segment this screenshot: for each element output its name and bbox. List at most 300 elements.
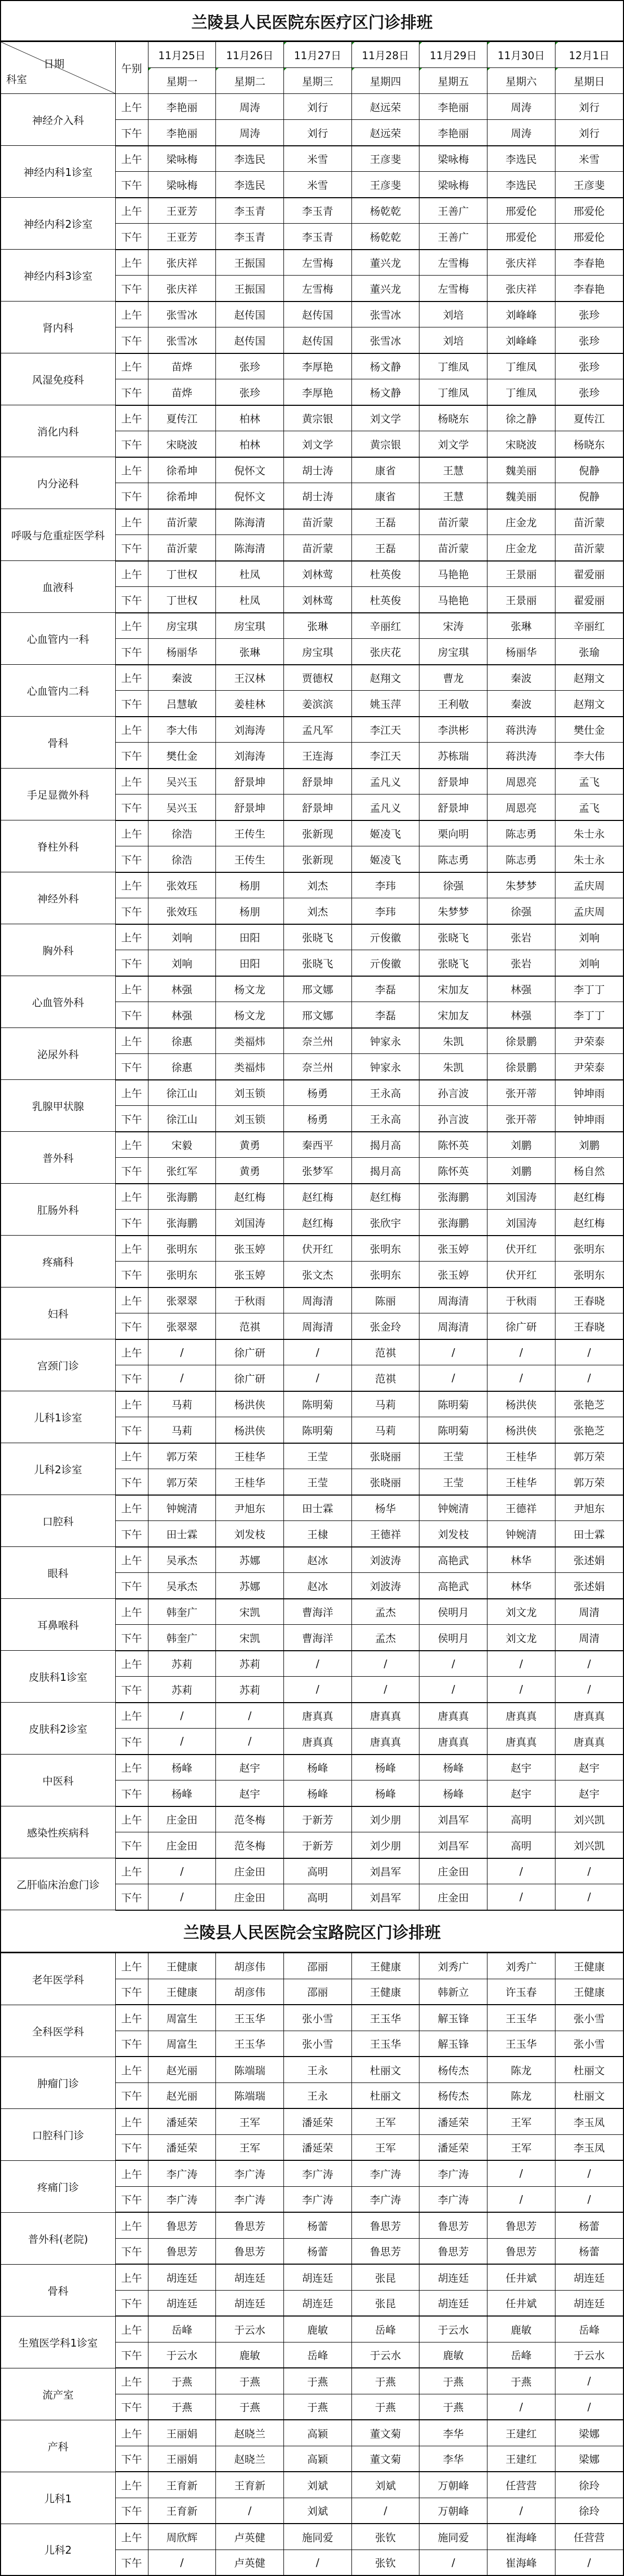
doctor-cell: 王传生 xyxy=(216,820,284,846)
doctor-cell: 夏传江 xyxy=(148,405,216,431)
doctor-cell: / xyxy=(148,1858,216,1884)
doctor-cell: 王军 xyxy=(351,2108,419,2134)
department-name: 儿科1 xyxy=(1,2472,115,2524)
department-name: 风湿免疫科 xyxy=(1,353,115,405)
doctor-cell: 王德祥 xyxy=(487,1495,555,1521)
doctor-cell: 王建红 xyxy=(487,2420,555,2446)
doctor-cell: 舒景坤 xyxy=(216,769,284,794)
doctor-cell: 张梦军 xyxy=(283,1158,351,1184)
doctor-cell: 郭万荣 xyxy=(148,1443,216,1469)
doctor-cell: 范祺 xyxy=(351,1339,419,1365)
doctor-cell: 陈志勇 xyxy=(487,846,555,872)
doctor-cell: 刘文学 xyxy=(351,405,419,431)
doctor-cell: 孟凡义 xyxy=(351,794,419,820)
doctor-cell: 徐江山 xyxy=(148,1080,216,1106)
doctor-cell: 李玉青 xyxy=(283,198,351,224)
doctor-cell: 杨传杰 xyxy=(419,2082,487,2108)
doctor-cell: 李艳丽 xyxy=(148,120,216,146)
period-label: 下午 xyxy=(115,1780,148,1806)
doctor-cell: 宋毅 xyxy=(148,1132,216,1158)
doctor-cell: 张新现 xyxy=(283,820,351,846)
table-row xyxy=(1,146,623,172)
doctor-cell: 王丽娟 xyxy=(148,2446,216,2472)
period-label: 上午 xyxy=(115,457,148,483)
doctor-cell: 张艳芝 xyxy=(555,1417,623,1443)
doctor-cell: 陈明菊 xyxy=(283,1417,351,1443)
weekday-header xyxy=(216,68,284,94)
period-label: 下午 xyxy=(115,1625,148,1651)
doctor-cell: 樊仕金 xyxy=(148,743,216,769)
doctor-cell: / xyxy=(148,1339,216,1365)
doctor-cell: 曹海洋 xyxy=(283,1625,351,1651)
weekday-header xyxy=(148,68,216,94)
period-label: 上午 xyxy=(115,1287,148,1313)
doctor-cell: 解玉锋 xyxy=(419,2031,487,2057)
doctor-cell: / xyxy=(419,1339,487,1365)
doctor-cell: 魏美丽 xyxy=(487,483,555,509)
doctor-cell: 任营营 xyxy=(555,2524,623,2550)
doctor-cell: 张庆祥 xyxy=(148,276,216,302)
doctor-cell: 王健康 xyxy=(148,1979,216,2005)
doctor-cell: 王育新 xyxy=(216,2472,284,2498)
doctor-cell: 王亚芳 xyxy=(148,224,216,250)
doctor-cell: 刘斌 xyxy=(283,2472,351,2498)
doctor-cell: 李广涛 xyxy=(216,2186,284,2212)
doctor-cell: 王永 xyxy=(283,2057,351,2082)
period-label: 上午 xyxy=(115,1080,148,1106)
doctor-cell: 孟凡义 xyxy=(351,769,419,794)
doctor-cell: 陈海清 xyxy=(216,509,284,535)
doctor-cell: 张雪冰 xyxy=(148,302,216,327)
doctor-cell: 赵翔文 xyxy=(555,665,623,691)
period-label: 下午 xyxy=(115,1979,148,2005)
doctor-cell: 周富生 xyxy=(148,2005,216,2031)
period-label: 下午 xyxy=(115,327,148,353)
table-row xyxy=(1,1391,623,1417)
doctor-cell: 杨蕾 xyxy=(283,2212,351,2238)
doctor-cell: 张述娟 xyxy=(555,1573,623,1599)
doctor-cell: 房宝琪 xyxy=(419,639,487,665)
department-name: 心血管内一科 xyxy=(1,613,115,665)
date-label: 11月25日 xyxy=(158,49,206,62)
period-label: 下午 xyxy=(115,379,148,405)
doctor-cell: 王军 xyxy=(487,2108,555,2134)
doctor-cell: 刘少朋 xyxy=(351,1832,419,1858)
doctor-cell: 康省 xyxy=(351,457,419,483)
doctor-cell: 周涛 xyxy=(487,120,555,146)
doctor-cell: 吴承杰 xyxy=(148,1573,216,1599)
cell-marker-icon xyxy=(487,42,490,45)
doctor-cell: 李丁丁 xyxy=(555,1002,623,1028)
weekday-label: 星期四 xyxy=(370,75,401,88)
table-row xyxy=(1,1339,623,1365)
doctor-cell: 王军 xyxy=(487,2134,555,2160)
doctor-cell: 鹿敏 xyxy=(216,2342,284,2368)
doctor-cell: 苗沂蒙 xyxy=(419,509,487,535)
table-row xyxy=(1,769,623,794)
doctor-cell: 董文菊 xyxy=(351,2446,419,2472)
period-label: 下午 xyxy=(115,1002,148,1028)
doctor-cell: 赵红梅 xyxy=(216,1184,284,1210)
doctor-cell: 刘行 xyxy=(555,120,623,146)
period-label: 上午 xyxy=(115,976,148,1002)
doctor-cell: 陈志勇 xyxy=(487,820,555,846)
doctor-cell: 杨乾乾 xyxy=(351,224,419,250)
doctor-cell: 宋凯 xyxy=(216,1599,284,1625)
doctor-cell: 刘响 xyxy=(148,950,216,976)
doctor-cell: 赵翔文 xyxy=(351,665,419,691)
doctor-cell: 张述娟 xyxy=(555,1547,623,1573)
section2-table xyxy=(1,1953,623,2576)
doctor-cell: 舒景坤 xyxy=(283,794,351,820)
department-name: 耳鼻喉科 xyxy=(1,1599,115,1651)
doctor-cell: 杨峰 xyxy=(283,1780,351,1806)
period-label: 上午 xyxy=(115,2472,148,2498)
doctor-cell: 高明 xyxy=(487,1832,555,1858)
doctor-cell: 杨蕾 xyxy=(555,2238,623,2264)
period-label: 下午 xyxy=(115,483,148,509)
period-label: 上午 xyxy=(115,769,148,794)
doctor-cell: 任井斌 xyxy=(487,2290,555,2316)
doctor-cell: 胡连廷 xyxy=(419,2290,487,2316)
doctor-cell: 徐强 xyxy=(487,898,555,924)
doctor-cell: 辛丽红 xyxy=(351,613,419,639)
doctor-cell: / xyxy=(148,1729,216,1755)
doctor-cell: / xyxy=(555,2368,623,2394)
doctor-cell: 王育新 xyxy=(148,2498,216,2524)
doctor-cell: 姬凌飞 xyxy=(351,846,419,872)
doctor-cell: 张珍 xyxy=(555,327,623,353)
doctor-cell: 李玉青 xyxy=(216,224,284,250)
doctor-cell: 朱凯 xyxy=(419,1028,487,1054)
doctor-cell: 宋晓波 xyxy=(487,431,555,457)
doctor-cell: 钟婉清 xyxy=(419,1495,487,1521)
doctor-cell: 万朝峰 xyxy=(419,2498,487,2524)
department-name: 生殖医学科1诊室 xyxy=(1,2316,115,2368)
doctor-cell: 徐广研 xyxy=(487,1313,555,1339)
doctor-cell: 伏开红 xyxy=(487,1262,555,1287)
doctor-cell: 刘林莺 xyxy=(283,561,351,587)
doctor-cell: 范祺 xyxy=(216,1313,284,1339)
doctor-cell: 鲁思芳 xyxy=(487,2212,555,2238)
table-row xyxy=(1,2108,623,2134)
doctor-cell: 王振国 xyxy=(216,276,284,302)
doctor-cell: 林华 xyxy=(487,1547,555,1573)
period-label: 上午 xyxy=(115,2005,148,2031)
doctor-cell: 杨蕾 xyxy=(555,2212,623,2238)
doctor-cell: 黄宗银 xyxy=(283,405,351,431)
doctor-cell: 韩奎广 xyxy=(148,1625,216,1651)
doctor-cell: 邵丽 xyxy=(283,1979,351,2005)
period-label: 上午 xyxy=(115,1236,148,1262)
doctor-cell: 杨晓东 xyxy=(419,405,487,431)
doctor-cell: 杨晓东 xyxy=(555,431,623,457)
period-label: 下午 xyxy=(115,120,148,146)
doctor-cell: 蒋洪涛 xyxy=(487,717,555,743)
doctor-cell: 栗向明 xyxy=(419,820,487,846)
department-name: 流产室 xyxy=(1,2368,115,2420)
doctor-cell: 舒景坤 xyxy=(283,769,351,794)
doctor-cell: 施同爱 xyxy=(283,2524,351,2550)
doctor-cell: 舒景坤 xyxy=(419,769,487,794)
doctor-cell: / xyxy=(555,1339,623,1365)
doctor-cell: 李广涛 xyxy=(148,2160,216,2186)
weekday-label: 星期二 xyxy=(234,75,265,88)
department-name: 儿科2诊室 xyxy=(1,1443,115,1495)
doctor-cell: 李玉青 xyxy=(216,198,284,224)
doctor-cell: 杨传杰 xyxy=(419,2057,487,2082)
doctor-cell: 刘昌军 xyxy=(351,1858,419,1884)
doctor-cell: 舒景坤 xyxy=(216,794,284,820)
doctor-cell: 孟飞 xyxy=(555,769,623,794)
doctor-cell: 赵翔文 xyxy=(555,691,623,717)
doctor-cell: 周欣辉 xyxy=(148,2524,216,2550)
doctor-cell: 邢爱伦 xyxy=(555,224,623,250)
date-header xyxy=(216,42,284,68)
doctor-cell: 刘波涛 xyxy=(351,1573,419,1599)
period-label: 上午 xyxy=(115,924,148,950)
doctor-cell: 孟庆周 xyxy=(555,898,623,924)
period-label: 上午 xyxy=(115,1132,148,1158)
doctor-cell: 王健康 xyxy=(555,1979,623,2005)
department-name: 儿科1诊室 xyxy=(1,1391,115,1443)
doctor-cell: / xyxy=(487,2394,555,2420)
table-row xyxy=(1,2160,623,2186)
period-label: 上午 xyxy=(115,2108,148,2134)
doctor-cell: 王莹 xyxy=(419,1443,487,1469)
doctor-cell: 张小雪 xyxy=(555,2005,623,2031)
doctor-cell: 舒景坤 xyxy=(419,794,487,820)
table-row xyxy=(1,509,623,535)
doctor-cell: 胡连廷 xyxy=(555,2290,623,2316)
doctor-cell: 田阳 xyxy=(216,924,284,950)
doctor-cell: 周涛 xyxy=(216,120,284,146)
cell-marker-icon xyxy=(284,42,287,45)
department-name: 心血管外科 xyxy=(1,976,115,1028)
doctor-cell: 赵宇 xyxy=(555,1755,623,1780)
weekday-header xyxy=(555,68,623,94)
doctor-cell: 潘延荣 xyxy=(148,2134,216,2160)
doctor-cell: 潘延荣 xyxy=(148,2108,216,2134)
table-row xyxy=(1,820,623,846)
doctor-cell: 刘文龙 xyxy=(487,1625,555,1651)
doctor-cell: 田士霖 xyxy=(148,1521,216,1547)
doctor-cell: 张珍 xyxy=(555,379,623,405)
doctor-cell: / xyxy=(351,1677,419,1703)
table-row xyxy=(1,1651,623,1677)
doctor-cell: 王健康 xyxy=(148,1953,216,1979)
weekday-label: 星期三 xyxy=(302,75,333,88)
doctor-cell: 王桂华 xyxy=(487,1469,555,1495)
doctor-cell: / xyxy=(283,1677,351,1703)
doctor-cell: 刘发枝 xyxy=(216,1521,284,1547)
doctor-cell: 高明 xyxy=(487,1806,555,1832)
doctor-cell: 倪怀文 xyxy=(216,457,284,483)
doctor-cell: 类福炜 xyxy=(216,1028,284,1054)
period-label: 下午 xyxy=(115,639,148,665)
doctor-cell: 丁世权 xyxy=(148,587,216,613)
doctor-cell: 丁维凤 xyxy=(419,379,487,405)
period-label: 下午 xyxy=(115,2186,148,2212)
cell-marker-icon xyxy=(216,68,219,71)
doctor-cell: 周清 xyxy=(555,1599,623,1625)
doctor-cell: 梁娜 xyxy=(555,2446,623,2472)
doctor-cell: 李大伟 xyxy=(148,717,216,743)
date-label: 11月26日 xyxy=(226,49,274,62)
department-name: 神经外科 xyxy=(1,872,115,924)
doctor-cell: 韩新立 xyxy=(419,1979,487,2005)
doctor-cell: 奈兰州 xyxy=(283,1028,351,1054)
department-name: 宫颈门诊 xyxy=(1,1339,115,1391)
period-label: 上午 xyxy=(115,1651,148,1677)
doctor-cell: 李洪彬 xyxy=(419,717,487,743)
doctor-cell: 刘海涛 xyxy=(216,717,284,743)
doctor-cell: 王利敬 xyxy=(419,691,487,717)
doctor-cell: 赵红梅 xyxy=(283,1210,351,1236)
period-label: 上午 xyxy=(115,2316,148,2342)
doctor-cell: 庄金龙 xyxy=(487,509,555,535)
period-label: 上午 xyxy=(115,613,148,639)
department-name: 口腔科门诊 xyxy=(1,2108,115,2160)
table-row xyxy=(1,665,623,691)
period-label: 下午 xyxy=(115,743,148,769)
doctor-cell: 于燕 xyxy=(283,2394,351,2420)
doctor-cell: 赵红梅 xyxy=(351,1184,419,1210)
doctor-cell: 张雪冰 xyxy=(351,302,419,327)
doctor-cell: 唐真真 xyxy=(351,1703,419,1729)
table-row xyxy=(1,353,623,379)
doctor-cell: 赵光丽 xyxy=(148,2057,216,2082)
doctor-cell: 李艳丽 xyxy=(148,94,216,120)
doctor-cell: 刘国涛 xyxy=(487,1184,555,1210)
doctor-cell: 李选民 xyxy=(216,146,284,172)
doctor-cell: 房宝琪 xyxy=(283,639,351,665)
doctor-cell: 范冬梅 xyxy=(216,1806,284,1832)
doctor-cell: 亓俊徽 xyxy=(351,950,419,976)
doctor-cell: 马莉 xyxy=(148,1391,216,1417)
doctor-cell: 鲁思芳 xyxy=(419,2238,487,2264)
doctor-cell: 张明东 xyxy=(351,1262,419,1287)
doctor-cell: 田士霖 xyxy=(283,1495,351,1521)
corner-date-label: 日期 xyxy=(44,56,64,71)
doctor-cell: / xyxy=(351,1651,419,1677)
doctor-cell: 刘国涛 xyxy=(216,1210,284,1236)
date-label: 11月27日 xyxy=(294,49,341,62)
doctor-cell: 张海鹏 xyxy=(419,1184,487,1210)
doctor-cell: 范冬梅 xyxy=(216,1832,284,1858)
cell-marker-icon xyxy=(487,68,490,71)
doctor-cell: 李选民 xyxy=(216,172,284,198)
period-label: 上午 xyxy=(115,94,148,120)
period-label: 上午 xyxy=(115,1339,148,1365)
cell-marker-icon xyxy=(352,68,355,71)
doctor-cell: 杨朋 xyxy=(216,872,284,898)
doctor-cell: 杨乾乾 xyxy=(351,198,419,224)
doctor-cell: 伏开红 xyxy=(487,1236,555,1262)
cell-marker-icon xyxy=(148,68,151,71)
doctor-cell: 赵传国 xyxy=(216,327,284,353)
doctor-cell: 钟坤雨 xyxy=(555,1106,623,1132)
doctor-cell: 秦波 xyxy=(487,691,555,717)
doctor-cell: 尹旭东 xyxy=(216,1495,284,1521)
doctor-cell: 唐真真 xyxy=(419,1729,487,1755)
department-name: 手足显微外科 xyxy=(1,769,115,820)
doctor-cell: 张雪冰 xyxy=(351,327,419,353)
doctor-cell: 李玉青 xyxy=(283,224,351,250)
doctor-cell: 周清 xyxy=(555,1625,623,1651)
doctor-cell: 杨峰 xyxy=(148,1780,216,1806)
doctor-cell: 王永 xyxy=(283,2082,351,2108)
period-label: 上午 xyxy=(115,2160,148,2186)
doctor-cell: 姜滨滨 xyxy=(283,691,351,717)
doctor-cell: 张明东 xyxy=(351,1236,419,1262)
doctor-cell: 刘杰 xyxy=(283,898,351,924)
doctor-cell: 徐之静 xyxy=(487,405,555,431)
doctor-cell: 王磊 xyxy=(351,535,419,561)
table-row xyxy=(1,1132,623,1158)
department-name: 乙肝临床治愈门诊 xyxy=(1,1858,115,1910)
weekday-label: 星期一 xyxy=(166,75,197,88)
weekday-header xyxy=(351,68,419,94)
doctor-cell: 倪怀文 xyxy=(216,483,284,509)
doctor-cell: 杜丽文 xyxy=(555,2057,623,2082)
doctor-cell: 孟杰 xyxy=(351,1599,419,1625)
doctor-cell: 王亚芳 xyxy=(148,198,216,224)
table-row xyxy=(1,1443,623,1469)
doctor-cell: 高明 xyxy=(283,1858,351,1884)
doctor-cell: 孟庆周 xyxy=(555,872,623,898)
doctor-cell: 苏娜 xyxy=(216,1573,284,1599)
doctor-cell: 张珍 xyxy=(555,353,623,379)
doctor-cell: 宋加友 xyxy=(419,1002,487,1028)
department-name: 消化内科 xyxy=(1,405,115,457)
doctor-cell: 高明 xyxy=(283,1884,351,1910)
doctor-cell: 魏美丽 xyxy=(487,457,555,483)
doctor-cell: 张明东 xyxy=(148,1236,216,1262)
doctor-cell: 邢文娜 xyxy=(283,976,351,1002)
department-name: 皮肤科1诊室 xyxy=(1,1651,115,1703)
doctor-cell: 亓俊徽 xyxy=(351,924,419,950)
doctor-cell: 刘行 xyxy=(555,94,623,120)
period-label: 上午 xyxy=(115,146,148,172)
doctor-cell: 赵冰 xyxy=(283,1573,351,1599)
table-row xyxy=(1,94,623,120)
date-label: 11月29日 xyxy=(430,49,477,62)
doctor-cell: 姚玉萍 xyxy=(351,691,419,717)
doctor-cell: 王玉华 xyxy=(487,2005,555,2031)
period-label: 下午 xyxy=(115,1054,148,1080)
table-row xyxy=(1,302,623,327)
doctor-cell: / xyxy=(216,1729,284,1755)
doctor-cell: 张玉婷 xyxy=(216,1236,284,1262)
period-label: 上午 xyxy=(115,509,148,535)
doctor-cell: / xyxy=(555,2186,623,2212)
doctor-cell: 杜丽文 xyxy=(555,2082,623,2108)
doctor-cell: / xyxy=(555,1884,623,1910)
doctor-cell: 刘文学 xyxy=(419,431,487,457)
period-label: 下午 xyxy=(115,172,148,198)
doctor-cell: 杨峰 xyxy=(148,1755,216,1780)
doctor-cell: / xyxy=(487,1651,555,1677)
doctor-cell: 胡连廷 xyxy=(419,2264,487,2290)
period-label: 下午 xyxy=(115,2342,148,2368)
doctor-cell: 刘秀广 xyxy=(487,1953,555,1979)
period-label: 上午 xyxy=(115,1953,148,1979)
doctor-cell: 徐玲 xyxy=(555,2498,623,2524)
doctor-cell: 于秋雨 xyxy=(216,1287,284,1313)
doctor-cell: 于燕 xyxy=(216,2368,284,2394)
doctor-cell: 韩奎广 xyxy=(148,1599,216,1625)
